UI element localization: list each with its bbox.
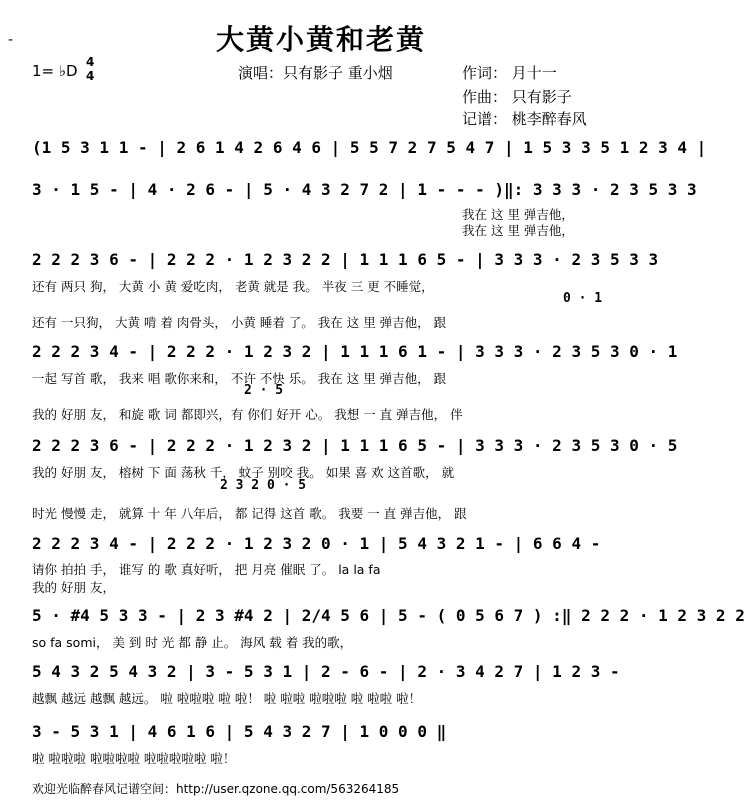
score-row-1: (1 5 3 1 1 - | 2 6 1 4 2 6 4 6 | 5 5 7 2 7 5 4 7 | 1 5 3 3 5 1 2 3 4 | <box>32 138 707 157</box>
score-row-2: 3 · 1 5 - | 4 · 2 6 - | 5 · 4 3 2 7 2 | 1 - - - )‖: 3 3 3 · 2 3 5 3 3 <box>32 180 697 199</box>
lyric-row-2a: 我在 这 里 弹吉他， <box>462 207 574 222</box>
lyric-row-6a: 请你 拍拍 手， 谁写 的 歌 真好听， 把 月亮 催眠 了。 la la fa <box>32 562 381 577</box>
composer: 作曲： 只有影子 <box>462 88 572 106</box>
lyric-row-7: so fa somi， 美 到 时 光 都 静 止。 海风 载 着 我的歌， <box>32 635 353 650</box>
song-title: 大黄小黄和老黄 <box>215 23 426 56</box>
score-row-3: 2 2 2 3 6 - | 2 2 2 · 1 2 3 2 2 | 1 1 1 6 5 - | 3 3 3 · 2 3 5 3 3 <box>32 250 659 269</box>
score-row-8: 5 4 3 2 5 4 3 2 | 3 - 5 3 1 | 2 - 6 - | 2 · 3 4 2 7 | 1 2 3 - <box>32 662 620 681</box>
time-signature-bottom: 4 <box>86 69 95 83</box>
lyricist: 作词： 月十一 <box>462 64 557 82</box>
footer-link-text: 欢迎光临醉春风记谱空间：http://user.qzone.qq.com/563264185 <box>32 782 400 796</box>
lyric-row-5a: 我的 好朋 友， 榕树 下 面 荡秋 千， 蚊子 别咬 我。 如果 喜 欢 这首歌， 就 <box>32 465 455 480</box>
pickup-row-4: 2 · 5 <box>244 383 284 398</box>
lyric-row-9: 啦 啦啦啦 啦啦啦啦 啦啦啦啦啦 啦！ <box>32 751 236 766</box>
lyric-row-8: 越飘 越远 越飘 越远。 啦 啦啦啦 啦 啦！ 啦 啦啦 啦啦啦 啦 啦啦 啦！ <box>32 691 422 706</box>
key-signature: 1= ♭D <box>32 62 78 80</box>
score-row-9: 3 - 5 3 1 | 4 6 1 6 | 5 4 3 2 7 | 1 0 0 0 ‖ <box>32 722 447 741</box>
lyric-row-6b: 我的 好朋 友， <box>32 580 115 595</box>
lyric-row-4b: 我的 好朋 友， 和旋 歌 词 都即兴，有 你们 好开 心。 我想 一 直 弹吉他， 伴 <box>32 407 463 422</box>
lyric-row-2b: 我在 这 里 弹吉他， <box>462 223 574 238</box>
singers: 演唱：只有影子 重小烟 <box>238 64 393 82</box>
lyric-row-3b: 还有 一只狗， 大黄 啃 着 肉骨头， 小黄 睡着 了。 我在 这 里 弹吉他， 跟 <box>32 315 447 330</box>
pickup-row-5: 2 3 2 0 · 5 <box>220 478 307 493</box>
score-row-4: 2 2 2 3 4 - | 2 2 2 · 1 2 3 2 | 1 1 1 6 1 - | 3 3 3 · 2 3 5 3 0 · 1 <box>32 342 678 361</box>
lyric-row-4a: 一起 写首 歌， 我来 唱 歌你来和， 不许 不快 乐。 我在 这 里 弹吉他， 跟 <box>32 371 447 386</box>
score-row-6: 2 2 2 3 4 - | 2 2 2 · 1 2 3 2 0 · 1 | 5 4 3 2 1 - | 6 6 4 - <box>32 534 601 553</box>
transcriber: 记谱： 桃李醉春风 <box>462 110 587 128</box>
score-row-5: 2 2 2 3 6 - | 2 2 2 · 1 2 3 2 | 1 1 1 6 5 - | 3 3 3 · 2 3 5 3 0 · 5 <box>32 436 678 455</box>
lyric-row-5b: 时光 慢慢 走， 就算 十 年 八年后， 都 记得 这首 歌。 我要 一 直 弹吉他， 跟 <box>32 506 467 521</box>
lyric-row-3a: 还有 两只 狗， 大黄 小 黄 爱吃肉， 老黄 就是 我。 半夜 三 更 不睡觉， <box>32 279 434 294</box>
time-signature-top: 4 <box>86 55 95 69</box>
corner-mark: - <box>8 32 14 48</box>
score-row-7: 5 · #4 5 3 3 - | 2 3 #4 2 | 2/4 5 6 | 5 - ( 0 5 6 7 ) :‖ 2 2 2 · 1 2 3 2 2 <box>32 606 745 625</box>
pickup-row-3: 0 · 1 <box>563 291 603 306</box>
